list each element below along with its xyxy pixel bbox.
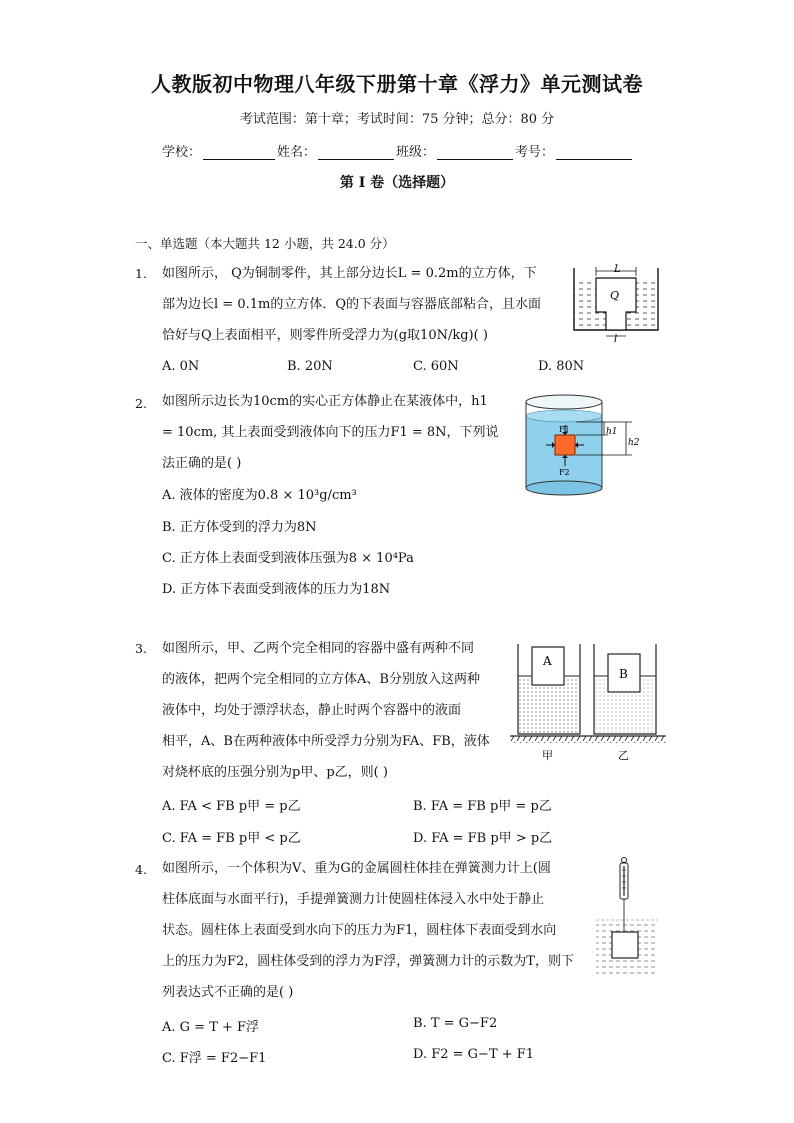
question-3-figure — [510, 638, 666, 764]
question-1-option-c[interactable]: C. 60N — [413, 359, 459, 374]
question-4-line: 柱体底面与水面平行)，手提弹簧测力计使圆柱体浸入水中处于静止 — [162, 892, 545, 907]
figure-label-yi: 乙 — [618, 749, 629, 762]
exam-info: 考试范围：第十章；考试时间：75 分钟；总分：80 分 — [239, 112, 555, 127]
number-blank[interactable] — [556, 145, 632, 160]
question-4-line: 如图所示，一个体积为V、重为G的金属圆柱体挂在弹簧测力计上(圆 — [162, 861, 551, 876]
question-4-figure — [594, 856, 660, 980]
figure-label-B: B — [619, 667, 628, 681]
question-1-text — [162, 258, 572, 351]
question-2-line: 如图所示边长为10cm的实心正方体静止在某液体中，h1 — [162, 394, 488, 409]
question-4-number: 4. — [135, 862, 147, 877]
figure-label-h1: h1 — [606, 427, 618, 437]
question-2-line: 法正确的是( ) — [162, 456, 242, 471]
question-2-option-b[interactable]: B. 正方体受到的浮力为8N — [162, 520, 317, 535]
figure-label-F1: F1 — [559, 425, 570, 434]
question-3-line: 液体中，均处于漂浮状态，静止时两个容器中的液面 — [162, 703, 462, 718]
question-3-option-c[interactable]: C. FA = FB p甲 < p乙 — [162, 831, 301, 846]
question-2-option-a[interactable]: A. 液体的密度为0.8 × 10³g/cm³ — [162, 488, 357, 503]
figure-label-L: L — [614, 264, 621, 275]
question-3-text — [162, 633, 502, 788]
exam-title: 人教版初中物理八年级下册第十章《浮力》单元测试卷 — [151, 72, 643, 96]
question-1-number: 1. — [135, 266, 147, 281]
question-2-text — [162, 386, 512, 479]
question-3-line: 的液体，把两个完全相同的立方体A、B分别放入这两种 — [162, 672, 480, 687]
question-2-figure — [514, 388, 654, 500]
name-label: 姓名： — [277, 145, 317, 160]
question-3-line: 相平，A、B在两种液体中所受浮力分别为FA、FB，液体 — [162, 734, 490, 749]
question-1-option-a[interactable]: A. 0N — [162, 359, 200, 374]
figure-label-l: l — [614, 334, 618, 344]
figure-label-jia: 甲 — [542, 749, 553, 762]
question-4-option-d[interactable]: D. F2 = G−T + F1 — [413, 1047, 535, 1062]
question-4-line: 上的压力为F2，圆柱体受到的浮力为F浮，弹簧测力计的示数为T，则下 — [162, 954, 574, 969]
question-2-option-c[interactable]: C. 正方体上表面受到液体压强为8 × 10⁴Pa — [162, 551, 414, 566]
school-label: 学校： — [162, 145, 202, 160]
question-4-option-c[interactable]: C. F浮 = F2−F1 — [162, 1051, 267, 1066]
school-blank[interactable] — [203, 145, 275, 160]
student-info-line — [162, 141, 634, 160]
question-4-text — [162, 853, 590, 1008]
question-1-line: 恰好与Q上表面相平，则零件所受浮力为(g取10N/kg)( ) — [162, 328, 488, 343]
question-1-figure — [570, 262, 662, 344]
question-1-line: 如图所示， Q为铜制零件，其上部分边长L = 0.2m的立方体，下 — [162, 266, 537, 281]
question-1-line: 部为边长l = 0.1m的立方体．Q的下表面与容器底部粘合，且水面 — [162, 297, 541, 312]
question-2-option-d[interactable]: D. 正方体下表面受到液体的压力为18N — [162, 582, 391, 597]
question-3-number: 3. — [135, 641, 147, 656]
question-4-option-b[interactable]: B. T = G−F2 — [413, 1016, 498, 1031]
question-3-option-b[interactable]: B. FA = FB p甲 = p乙 — [413, 799, 552, 814]
class-label: 班级： — [396, 145, 436, 160]
part-title: 第 I 卷（选择题） — [339, 175, 455, 191]
question-3-line: 如图所示，甲、乙两个完全相同的容器中盛有两种不同 — [162, 641, 475, 656]
question-1-option-d[interactable]: D. 80N — [538, 359, 585, 374]
name-blank[interactable] — [318, 145, 394, 160]
question-3-line: 对烧杯底的压强分别为p甲、p乙，则( ) — [162, 765, 388, 780]
figure-label-F2: F2 — [559, 468, 570, 477]
figure-label-Q: Q — [610, 289, 620, 302]
question-3-option-d[interactable]: D. FA = FB p甲 > p乙 — [413, 831, 553, 846]
figure-label-h2: h2 — [628, 438, 640, 448]
section-title: 一、单选题（本大题共 12 小题，共 24.0 分） — [135, 236, 395, 251]
number-label: 考号： — [515, 145, 555, 160]
class-blank[interactable] — [437, 145, 513, 160]
question-4-option-a[interactable]: A. G = T + F浮 — [162, 1020, 260, 1035]
question-2-line: = 10cm, 其上表面受到液体向下的压力F1 = 8N，下列说 — [162, 425, 499, 440]
question-2-number: 2. — [135, 396, 147, 411]
question-3-option-a[interactable]: A. FA < FB p甲 = p乙 — [162, 799, 301, 814]
question-4-line: 列表达式不正确的是( ) — [162, 985, 294, 1000]
figure-label-A: A — [543, 654, 552, 668]
question-1-option-b[interactable]: B. 20N — [287, 359, 333, 374]
question-4-line: 状态。圆柱体上表面受到水向下的压力为F1，圆柱体下表面受到水向 — [162, 923, 557, 938]
